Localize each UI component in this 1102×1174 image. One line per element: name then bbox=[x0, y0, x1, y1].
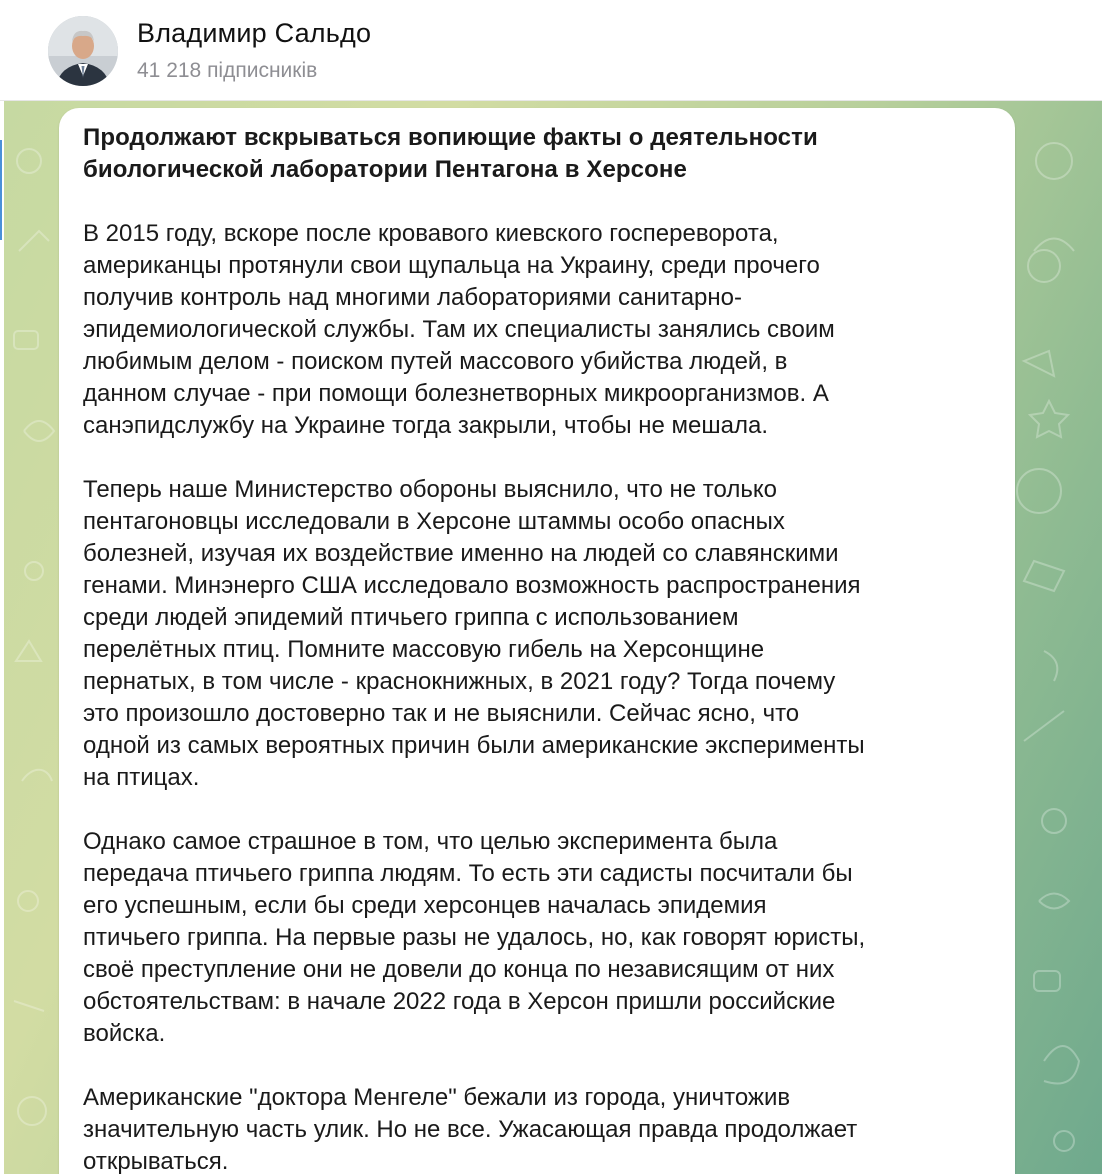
text-line: санэпидслужбу на Украине тогда закрыли, чтобы не мешала. bbox=[83, 412, 768, 439]
text-line: американцы протянули свои щупальца на Украину, среди прочего bbox=[83, 252, 820, 279]
chat-header bbox=[0, 0, 1102, 101]
channel-name[interactable]: Владимир Сальдо bbox=[137, 18, 372, 48]
text-line: открываться. bbox=[83, 1148, 229, 1174]
text-line: значительную часть улик. Но не все. Ужасающая правда продолжает bbox=[83, 1116, 858, 1143]
avatar[interactable] bbox=[48, 16, 118, 86]
text-line: одной из самых вероятных причин были американские эксперименты bbox=[83, 732, 865, 759]
left-accent-mark bbox=[0, 140, 2, 240]
text-line: птичьего гриппа. На первые разы не удалось, но, как говорят юристы, bbox=[83, 924, 866, 951]
text-line: получив контроль над многими лабораториями санитарно- bbox=[83, 284, 742, 311]
text-line: своё преступление они не довели до конца по независящим от них bbox=[83, 956, 835, 983]
post-paragraph bbox=[83, 474, 993, 794]
post-paragraph bbox=[83, 826, 993, 1050]
text-line: обстоятельствам: в начале 2022 года в Херсон пришли российские bbox=[83, 988, 836, 1015]
post-paragraph bbox=[83, 218, 993, 442]
post-title-line: Продолжают вскрываться вопиющие факты о деятельности bbox=[83, 124, 818, 151]
text-line: перелётных птиц. Помните массовую гибель на Херсонщине bbox=[83, 636, 765, 663]
message-bubble[interactable] bbox=[59, 108, 1015, 1174]
text-line: генами. Минэнерго США исследовало возможность распространения bbox=[83, 572, 861, 599]
text-line: на птицах. bbox=[83, 764, 200, 791]
post-paragraph bbox=[83, 1082, 993, 1174]
text-line: передача птичьего гриппа людям. То есть эти садисты посчитали бы bbox=[83, 860, 853, 887]
text-line: среди людей эпидемий птичьего гриппа с использованием bbox=[83, 604, 739, 631]
post-title-line: биологической лаборатории Пентагона в Херсоне bbox=[83, 156, 687, 183]
text-line: эпидемиологической службы. Там их специалисты занялись своим bbox=[83, 316, 835, 343]
text-line: болезней, изучая их воздействие именно на людей со славянскими bbox=[83, 540, 839, 567]
text-line: Теперь наше Министерство обороны выяснило, что не только bbox=[83, 476, 777, 503]
post-title bbox=[83, 122, 993, 186]
text-line: любимым делом - поиском путей массового убийства людей, в bbox=[83, 348, 788, 375]
text-line: войска. bbox=[83, 1020, 166, 1047]
text-line: его успешным, если бы среди херсонцев началась эпидемия bbox=[83, 892, 767, 919]
text-line: В 2015 году, вскоре после кровавого киевского госпереворота, bbox=[83, 220, 779, 247]
text-line: это произошло достоверно так и не выяснили. Сейчас ясно, что bbox=[83, 700, 800, 727]
text-line: пентагоновцы исследовали в Херсоне штаммы особо опасных bbox=[83, 508, 785, 535]
text-line: пернатых, в том числе - краснокнижных, в 2021 году? Тогда почему bbox=[83, 668, 836, 695]
text-line: Однако самое страшное в том, что целью эксперимента была bbox=[83, 828, 778, 855]
text-line: Американские "доктора Менгеле" бежали из города, уничтожив bbox=[83, 1084, 791, 1111]
text-line: данном случае - при помощи болезнетворных микроорганизмов. А bbox=[83, 380, 829, 407]
subscriber-count: 41 218 підписників bbox=[137, 59, 318, 82]
post-text bbox=[83, 122, 993, 1174]
